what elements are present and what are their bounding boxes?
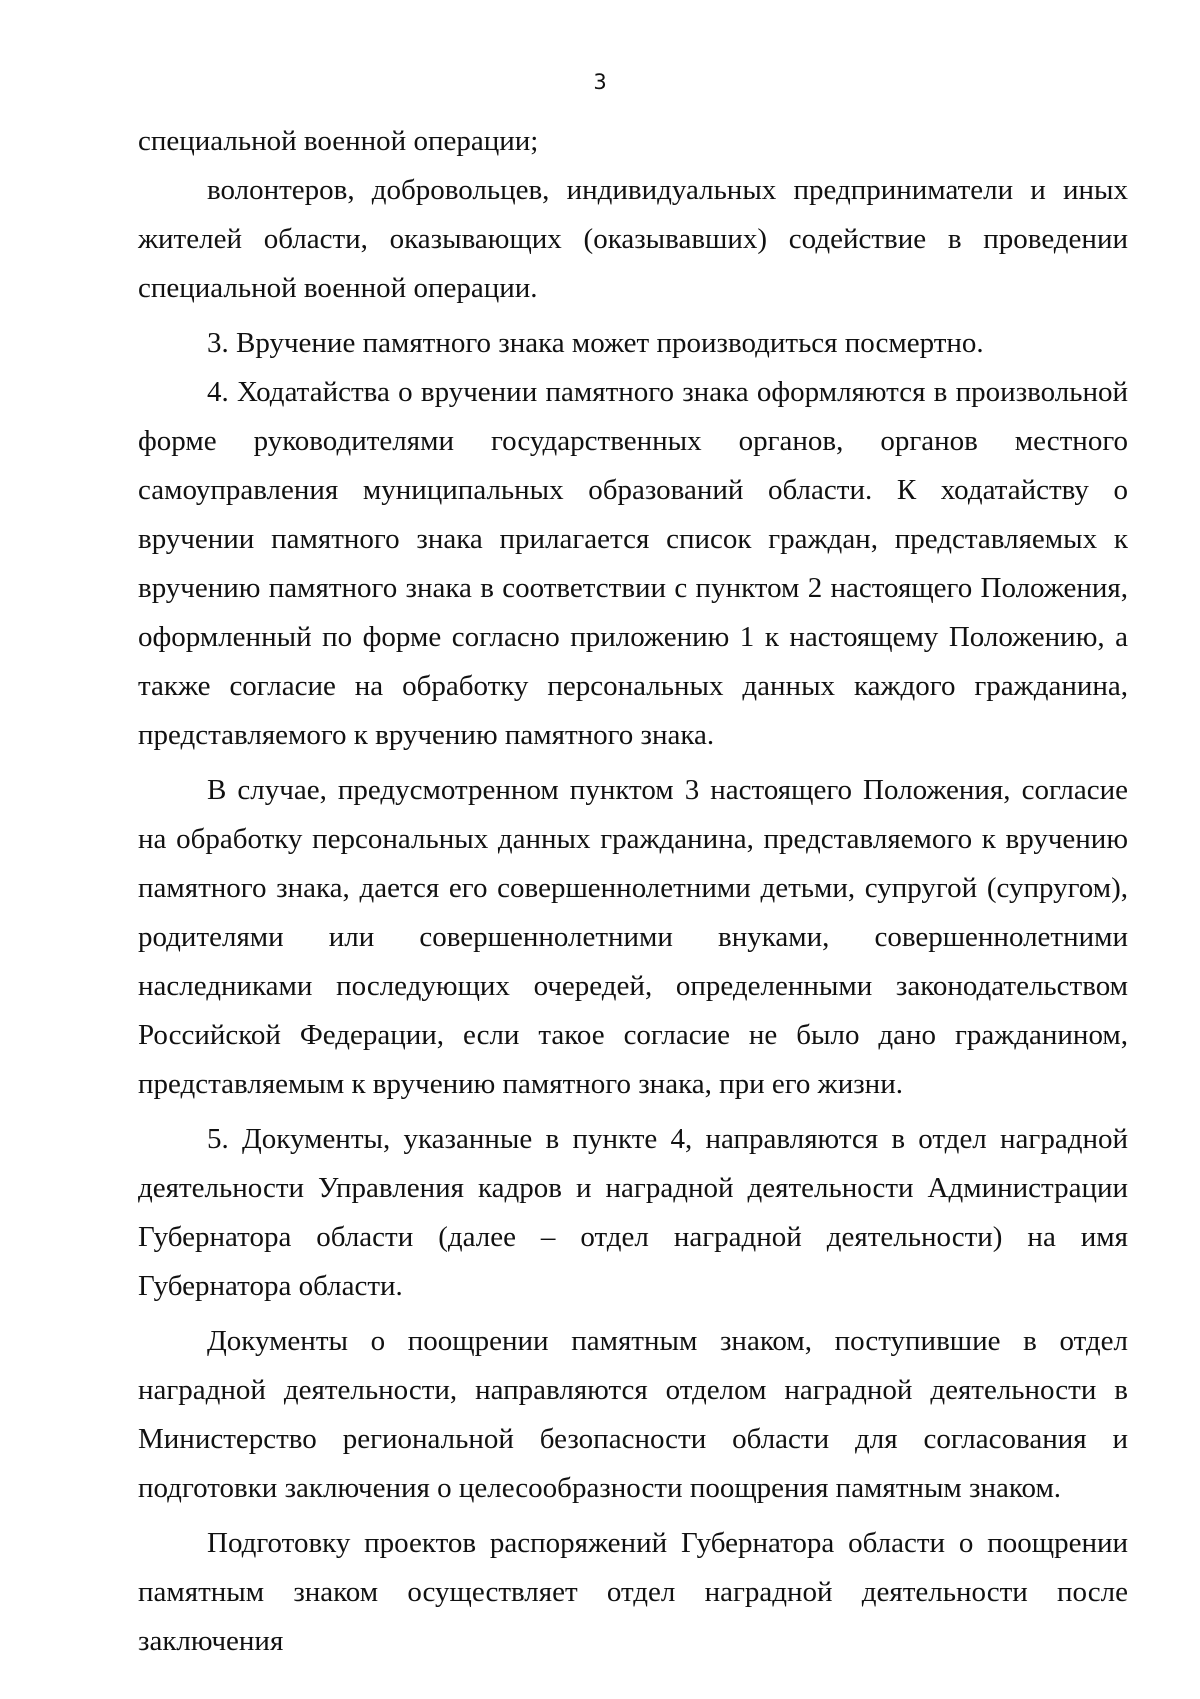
- paragraph-item-3: 3. Вручение памятного знака может производиться посмертно.: [207, 327, 984, 359]
- paragraph-continuation: специальной военной операции;: [138, 125, 539, 157]
- paragraph-documents: Документы о поощрении памятным знаком, поступившие в отдел наградной деятельности, направляются отделом наградной деятельности в Министерство региональной безопасности области для согласования и подготовки заключения о целесообразности поощрения памятным знаком.: [138, 1325, 1128, 1504]
- paragraph-consent: В случае, предусмотренном пунктом 3 настоящего Положения, согласие на обработку персональных данных гражданина, представляемого к вручению памятного знака, дается его совершеннолетними детьми, супругой (супругом), родителями или совершеннолетними внуками, совершеннолетними наследниками последующих очередей, определенными законодательством Российской Федерации, если такое согласие не было дано гражданином, представляемым к вручению памятного знака, при его жизни.: [138, 774, 1128, 1100]
- paragraph-preparation: Подготовку проектов распоряжений Губернатора области о поощрении памятным знаком осуществляет отдел наградной деятельности после заключения: [138, 1527, 1128, 1657]
- paragraph-volunteers: волонтеров, добровольцев, индивидуальных предприниматели и иных жителей области, оказывающих (оказывавших) содействие в проведении специальной военной операции.: [138, 174, 1128, 304]
- page-number: 3: [593, 70, 607, 94]
- paragraph-item-4: 4. Ходатайства о вручении памятного знака оформляются в произвольной форме руководителями государственных органов, органов местного самоуправления муниципальных образований области. К ходатайству о вручении памятного знака прилагается список граждан, представляемых к вручению памятного знака в соответствии с пунктом 2 настоящего Положения, оформленный по форме согласно приложению 1 к настоящему Положению, а также согласие на обработку персональных данных каждого гражданина, представляемого к вручению памятного знака.: [138, 376, 1128, 751]
- paragraph-item-5: 5. Документы, указанные в пункте 4, направляются в отдел наградной деятельности Управления кадров и наградной деятельности Администрации Губернатора области (далее – отдел наградной деятельности) на имя Губернатора области.: [138, 1123, 1128, 1302]
- document-body: [138, 117, 1128, 1666]
